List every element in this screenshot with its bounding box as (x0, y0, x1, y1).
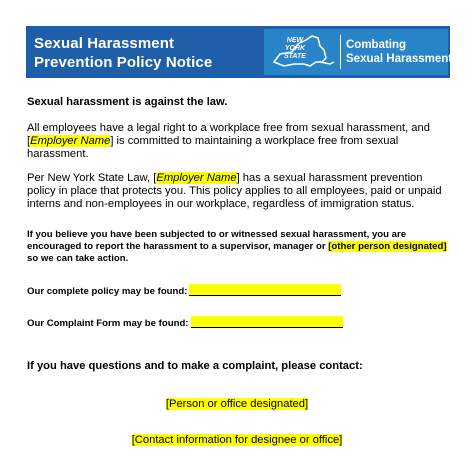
contact-info-row (0, 434, 474, 446)
para1-line2: [Employer Name] is committed to maintaining a workplace free from sexual (27, 135, 399, 147)
complaint-form-field[interactable] (191, 316, 343, 328)
para2-line2: policy in place that protects you. This policy applies to all employees, paid or unpaid (27, 185, 442, 197)
ny-state-wordmark: NEW YORK STATE (284, 37, 306, 60)
para1-line3: harassment. (27, 148, 89, 160)
employer-name-placeholder: Employer Name (156, 172, 237, 184)
employer-name-placeholder: Employer Name (30, 135, 111, 147)
designated-person-placeholder: [other person designated] (328, 241, 447, 252)
complaint-form-row (27, 316, 343, 330)
contact-heading: If you have questions and to make a complaint, please contact: (27, 360, 363, 372)
logo-divider (340, 35, 341, 69)
policy-location-row (27, 284, 341, 298)
header-banner (26, 26, 453, 78)
complaint-form-label: Our Complaint Form may be found: (27, 318, 189, 329)
policy-location-label: Our complete policy may be found: (27, 286, 188, 297)
contact-person-placeholder: [Person or office designated] (165, 398, 309, 410)
intro-heading: Sexual harassment is against the law. (27, 96, 228, 108)
campaign-logo (264, 29, 453, 75)
title-line-1: Sexual Harassment (34, 35, 175, 52)
para1-line1: All employees have a legal right to a workplace free from sexual harassment, and (27, 122, 430, 134)
campaign-name: Combating Sexual Harassment (346, 39, 453, 65)
report-line2: encouraged to report the harassment to a supervisor, manager or [other person designated] (27, 241, 447, 252)
report-line3: so we can take action. (27, 253, 129, 264)
policy-location-field[interactable] (189, 284, 341, 296)
contact-info-placeholder: [Contact information for designee or office] (131, 434, 343, 446)
title-line-2: Prevention Policy Notice (34, 54, 213, 71)
report-line1: If you believe you have been subjected to or witnessed sexual harassment, you are (27, 229, 407, 240)
page-title (34, 34, 212, 72)
contact-person-row (0, 398, 474, 410)
para2-line3: interns and non-employees in our workplace, regardless of immigration status. (27, 198, 415, 210)
para2-line1: Per New York State Law, [Employer Name] has a sexual harassment prevention (27, 172, 423, 184)
